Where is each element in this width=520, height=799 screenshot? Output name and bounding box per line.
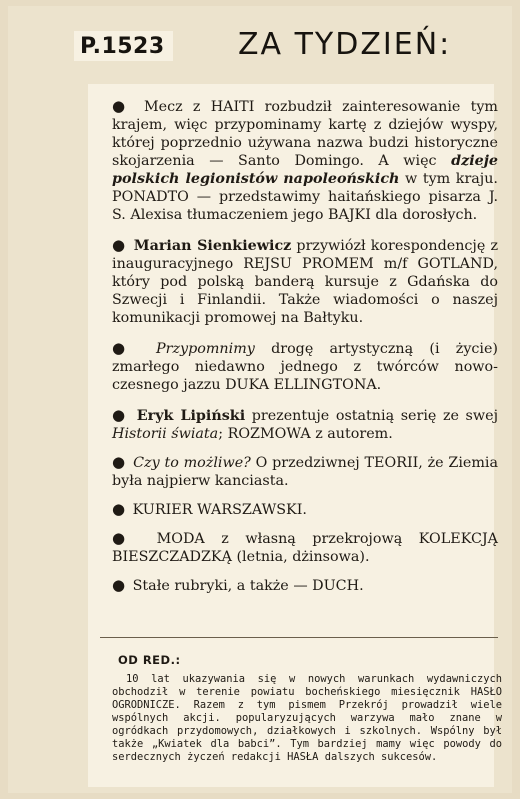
bullet-icon: ●: [112, 236, 126, 254]
list-item: [112, 500, 498, 519]
issue-number: P.1523: [74, 31, 173, 61]
item-text: O przedziwnej TEORII, że Ziemia była najpierw kanciasta.: [112, 455, 499, 489]
bullet-icon: ●: [112, 576, 126, 594]
list-item: [112, 406, 498, 443]
item-text: przywiózł korespondencję z inauguracyjnego REJSU PROMEM m/f GOTLAND, który pod polską banderą kursuje z Gdańska do Szwecji i Finlandii. Także wiadomości o naszej komunikacji promowej na Bałtyku.: [112, 238, 498, 326]
editor-note: [112, 673, 502, 764]
divider: [100, 637, 498, 638]
item-text: drogę artystyczną (i życie) zmarłego niedawno jednego z twórców nowoczesnego jazzu DUKA ELLINGTONA.: [112, 341, 499, 393]
item-text: MODA z własną przekrojową KOLEKCJĄ BIESZCZADZKĄ (letnia, dżinsowa).: [112, 531, 498, 565]
bullet-icon: ●: [112, 406, 128, 424]
item-text: w tym kraju. PONADTO — przedstawimy haitańskiego pisarza J. S. Alexisa tłumaczeniem jego BAJKI dla dorosłych.: [112, 171, 498, 223]
item-text: Eryk Lipiński: [136, 408, 246, 424]
list-item: [112, 339, 498, 394]
bullet-icon: ●: [112, 339, 137, 357]
item-text: ; ROZMOWA z autorem.: [218, 426, 393, 442]
editor-note-label: OD RED.:: [118, 653, 181, 667]
item-text: prezentuje ostatnią serię ze swej: [245, 408, 499, 424]
list-item: [112, 529, 498, 566]
item-text: KURIER WARSZAWSKI.: [132, 502, 307, 518]
bullet-icon: ●: [112, 500, 126, 518]
list-item: [112, 453, 498, 490]
editor-note-text: 10 lat ukazywania się w nowych warunkach wydawniczych obchodził w terenie powiatu bocheńskiego miesięcznik HASŁO OGRODNICZE. Razem z tym pismem Przekrój prowadził wiele wspólnych akcji. popularyzujących warzywa mało znane w ogródkach przydomowych, działkowych i szkolnych. Wspólny był także „Kwiatek dla babci”. Tym bardziej mamy więc powody do serdecznych życzeń redakcji HASŁA dalszych sukcesów.: [112, 673, 502, 763]
list-item: [112, 576, 498, 595]
item-text: Czy to możliwe?: [133, 455, 251, 471]
page-title: ZA TYDZIEŃ:: [238, 27, 452, 62]
bullet-icon: ●: [112, 453, 126, 471]
item-text: Przypomnimy: [156, 341, 255, 357]
item-text: Historii świata: [112, 426, 219, 442]
list-item: [112, 236, 498, 327]
item-text: Stałe rubryki, a także — DUCH.: [132, 578, 364, 594]
announcement-list: [112, 97, 498, 605]
list-item: [112, 97, 498, 224]
item-text: Marian Sienkiewicz: [133, 238, 292, 254]
bullet-icon: ●: [112, 97, 131, 115]
item-text: dzieje polskich legionistów napoleońskich: [112, 153, 498, 187]
bullet-icon: ●: [112, 529, 138, 547]
item-text: Mecz z HAITI rozbudził zainteresowanie tym krajem, więc przypominamy kartę z dziejów wyspy, której poprzednio używana nazwa budzi historyczne skojarzenia — Santo Domingo. A więc: [112, 99, 498, 169]
